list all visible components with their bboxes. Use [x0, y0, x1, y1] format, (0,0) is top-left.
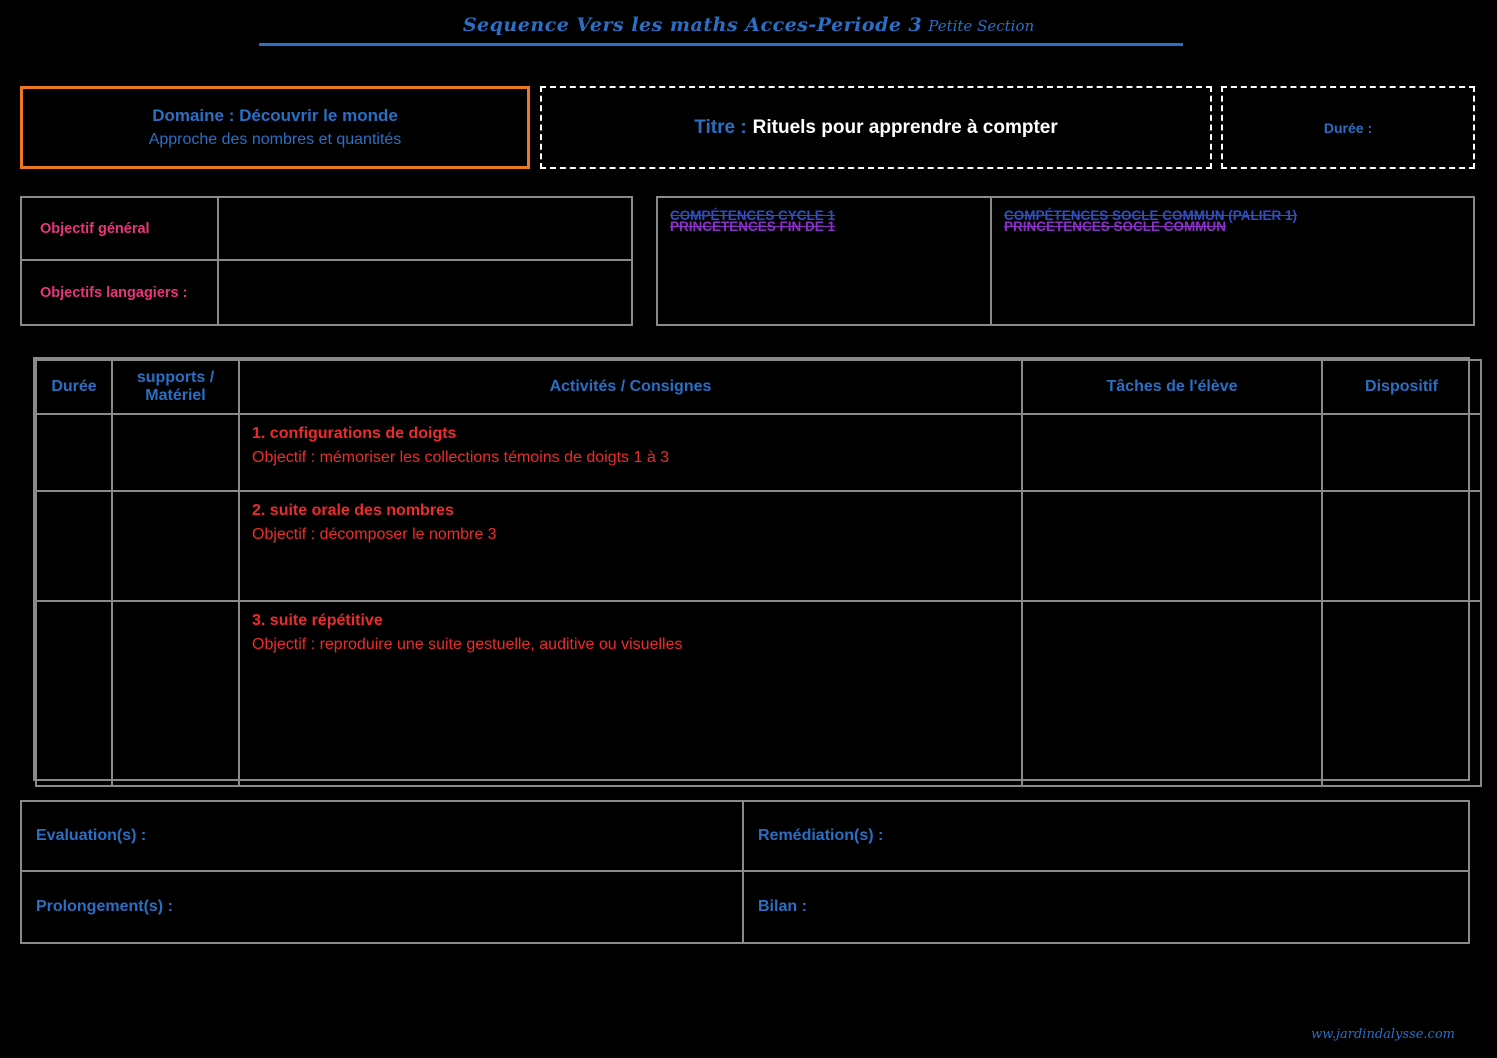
duration-label: Durée :	[1323, 119, 1373, 136]
objective-language-value[interactable]	[219, 261, 631, 324]
evaluation-remediation-row	[22, 802, 1468, 872]
cell-duree[interactable]	[36, 601, 112, 786]
activity-objective: Objectif : mémoriser les collections témoins de doigts 1 à 3	[252, 449, 670, 466]
footer-website: ww.jardindalysse.com	[1311, 1027, 1455, 1042]
activities-table	[33, 357, 1470, 781]
column-header-taches: Tâches de l'élève	[1022, 360, 1322, 414]
sequence-title: Sequence Vers les maths Acces-Periode 3	[462, 14, 923, 36]
competences-socle-line-a-text: COMPÉTENCES SOCLE COMMUN	[1004, 208, 1225, 223]
prolongement-label: Prolongement(s) :	[36, 898, 173, 915]
bottom-block	[20, 800, 1470, 944]
objective-general-label-cell	[22, 198, 219, 259]
objective-general-row	[22, 198, 631, 261]
table-header-row	[36, 360, 1481, 414]
objective-language-label: Objectifs langagiers :	[40, 284, 188, 301]
title-box	[540, 86, 1212, 169]
competences-socle-line-b: PRINCÉTENCES SOCLE COMMUN	[1004, 219, 1227, 234]
table-row	[36, 491, 1481, 601]
cell-supports[interactable]	[112, 601, 239, 786]
cell-activites[interactable]	[239, 491, 1022, 601]
table-row	[36, 601, 1481, 786]
activity-title: 2. suite orale des nombres	[252, 502, 454, 519]
objective-general-label: Objectif général	[40, 220, 150, 237]
cell-taches[interactable]	[1022, 491, 1322, 601]
column-header-activites: Activités / Consignes	[239, 360, 1022, 414]
domain-label: Domaine : Découvrir le monde	[152, 106, 398, 125]
cell-dispositif[interactable]	[1322, 491, 1481, 601]
cell-taches[interactable]	[1022, 601, 1322, 786]
competences-cycle-line-a: COMPÉTENCES CYCLE 1	[670, 208, 836, 223]
objective-language-label-cell	[22, 261, 219, 324]
bilan-label: Bilan :	[758, 898, 807, 915]
activity-objective: Objectif : décomposer le nombre 3	[252, 526, 497, 543]
competences-cycle-stack	[670, 208, 978, 242]
cell-dispositif[interactable]	[1322, 414, 1481, 491]
column-header-supports: supports / Matériel	[112, 360, 239, 414]
cell-duree[interactable]	[36, 491, 112, 601]
evaluation-label: Evaluation(s) :	[36, 827, 147, 844]
sequence-subtitle: Petite Section	[928, 17, 1035, 35]
duration-box	[1221, 86, 1475, 169]
competences-socle-stack	[1004, 208, 1461, 242]
title-label: Titre :	[694, 116, 747, 138]
competences-block	[656, 196, 1475, 326]
competences-socle-suffix: (PALIER 1)	[1228, 208, 1298, 223]
title-value: Rituels pour apprendre à compter	[752, 116, 1058, 138]
evaluation-cell[interactable]	[22, 802, 744, 870]
cell-dispositif[interactable]	[1322, 601, 1481, 786]
cell-supports[interactable]	[112, 491, 239, 601]
table-row	[36, 414, 1481, 491]
competences-socle-column	[992, 198, 1473, 324]
cell-activites[interactable]	[239, 414, 1022, 491]
domain-subtitle: Approche des nombres et quantités	[148, 131, 402, 148]
objectives-block	[20, 196, 633, 326]
competences-cycle-column	[658, 198, 992, 324]
bilan-cell[interactable]	[744, 872, 1468, 942]
cell-duree[interactable]	[36, 414, 112, 491]
remediation-label: Remédiation(s) :	[758, 827, 884, 844]
objective-language-row	[22, 261, 631, 324]
activity-title: 1. configurations de doigts	[252, 425, 457, 442]
cell-supports[interactable]	[112, 414, 239, 491]
cell-activites[interactable]	[239, 601, 1022, 786]
activity-objective: Objectif : reproduire une suite gestuelle, auditive ou visuelles	[252, 636, 683, 653]
competences-cycle-line-b: PRINCÉTENCES FIN DE 1	[670, 219, 836, 234]
document-header	[0, 14, 1497, 36]
prolongement-bilan-row	[22, 872, 1468, 942]
objective-general-value[interactable]	[219, 198, 631, 259]
prolongement-cell[interactable]	[22, 872, 744, 942]
activity-title: 3. suite répétitive	[252, 612, 383, 629]
domain-box	[20, 86, 530, 169]
header-divider	[259, 43, 1183, 46]
remediation-cell[interactable]	[744, 802, 1468, 870]
column-header-duree: Durée	[36, 360, 112, 414]
cell-taches[interactable]	[1022, 414, 1322, 491]
column-header-dispositif: Dispositif	[1322, 360, 1481, 414]
